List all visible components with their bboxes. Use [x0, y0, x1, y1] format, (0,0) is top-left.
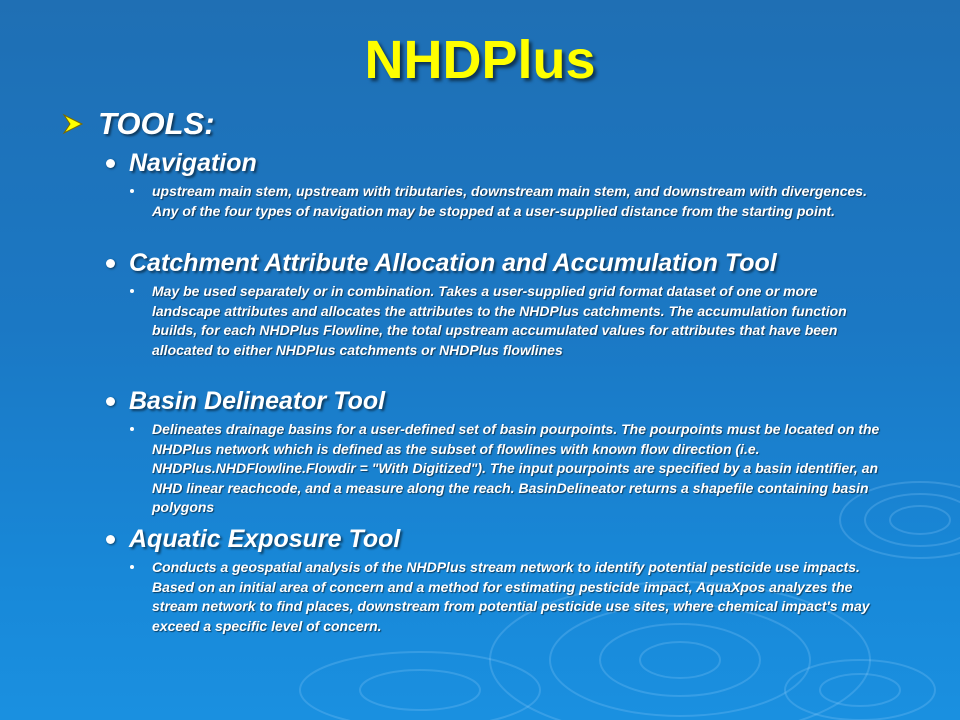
bullet-dot-icon	[106, 535, 115, 544]
sub-bullet-icon	[130, 565, 134, 569]
tools-heading	[62, 104, 215, 144]
sub-bullet-icon	[130, 189, 134, 193]
sub-bullet-icon	[130, 289, 134, 293]
section-description: Conducts a geospatial analysis of the NHDPlus stream network to identify potential pesticide use impacts. Based on an initial area of concern and a method for estimating pesticide impact, AquaXpos analyzes the stream network to find places, downstream from potential pesticide use sites, where chemical impact's may exceed a specific level of concern.	[152, 559, 870, 634]
section-description: upstream main stem, upstream with tributaries, downstream main stem, and downstream with divergences. Any of the four types of navigation may be stopped at a user-supplied distance from the starting point.	[152, 183, 867, 219]
section-aquatic-exposure	[106, 522, 906, 636]
section-basin-delineator	[106, 384, 906, 518]
slide-title: NHDPlus	[364, 30, 596, 90]
sub-bullet-icon	[130, 427, 134, 431]
bullet-dot-icon	[106, 397, 115, 406]
tools-label: TOOLS:	[98, 106, 215, 141]
arrow-bullet-icon	[62, 113, 84, 135]
section-navigation	[106, 146, 906, 221]
bullet-dot-icon	[106, 259, 115, 268]
bullet-dot-icon	[106, 159, 115, 168]
section-title: Basin Delineator Tool	[129, 387, 386, 415]
section-description: Delineates drainage basins for a user-defined set of basin pourpoints. The pourpoints must be located on the NHDPlus network which is defined as the subset of flowlines with known flow direction (i.e. NHDPlus.NHDFlowline.Flowdir = "With Digitized"). The input pourpoints are specified by a basin identifier, an NHD linear reachcode, and a measure along the reach. BasinDelineator returns a shapefile containing basin polygons	[152, 421, 880, 515]
section-title: Navigation	[129, 149, 257, 177]
section-title: Catchment Attribute Allocation and Accumulation Tool	[129, 249, 777, 277]
section-catchment-tool	[106, 246, 906, 360]
section-description: May be used separately or in combination. Takes a user-supplied grid format dataset of one or more landscape attributes and allocates the attributes to the NHDPlus catchments. The accumulation function builds, for each NHDPlus Flowline, the total upstream accumulated values for attributes that have been allocated to either NHDPlus catchments or NHDPlus flowlines	[152, 283, 847, 358]
section-title: Aquatic Exposure Tool	[129, 525, 401, 553]
